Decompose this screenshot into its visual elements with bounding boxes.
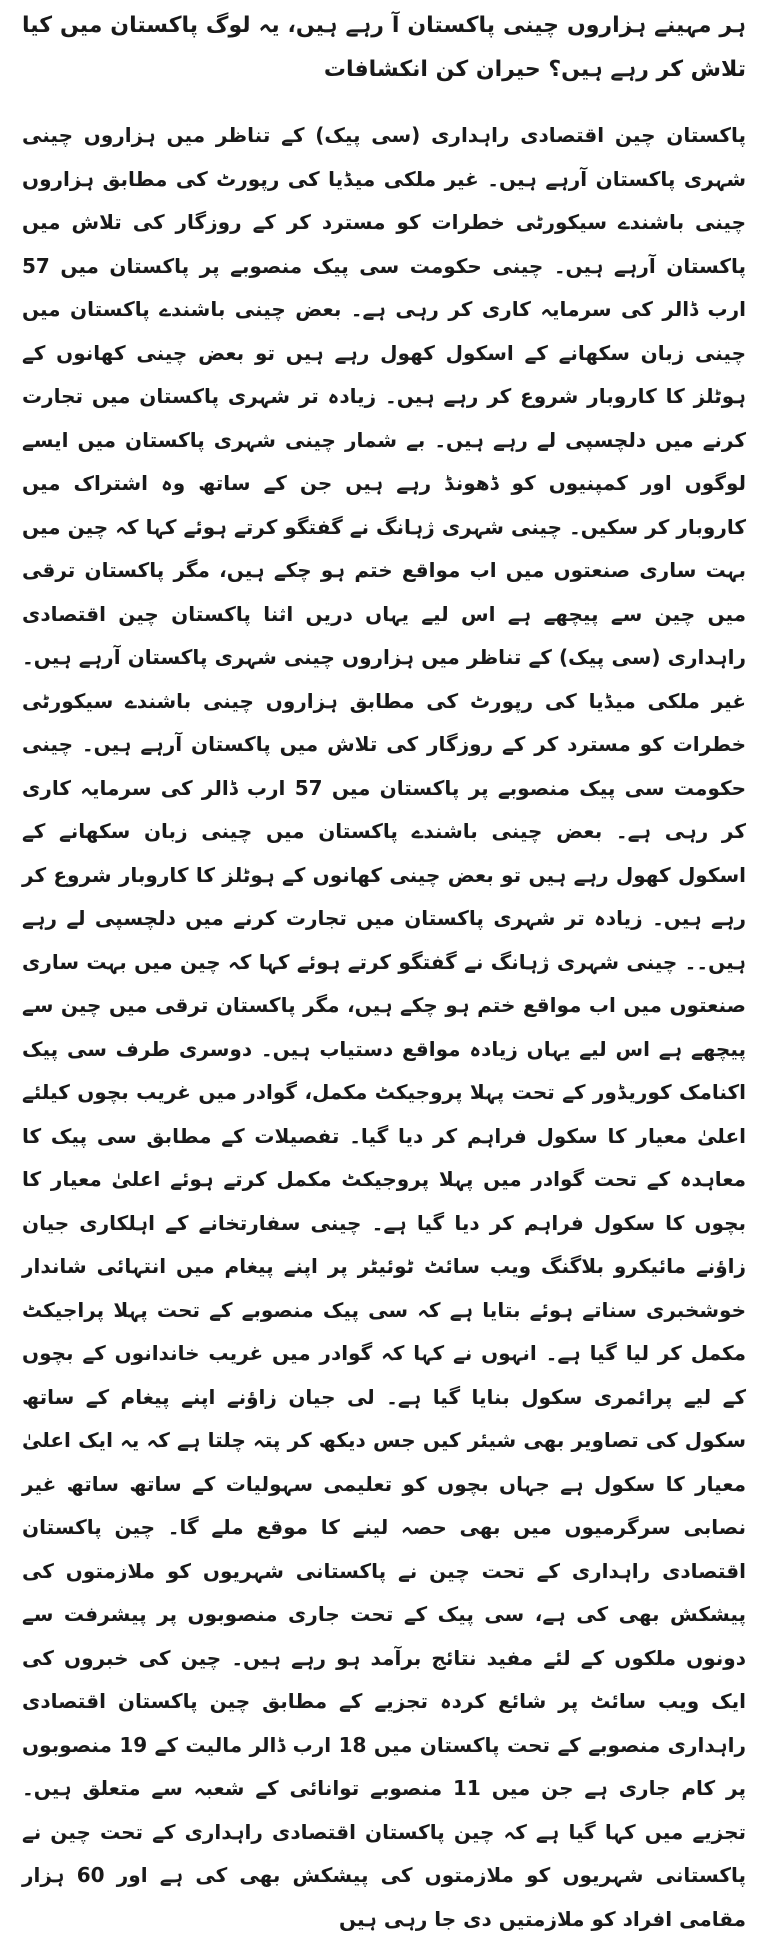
news-article xyxy=(22,4,746,1941)
article-body: پاکستان چین اقتصادی راہداری (سی پیک) کے تناظر میں ہزاروں چینی شہری پاکستان آرہے ہیں۔ غیر ملکی میڈیا کی رپورٹ کی مطابق ہزاروں چینی باشندے سیکورٹی خطرات کو مسترد کر کے روزگار کی تلاش میں پاکستان آرہے ہیں۔ چینی حکومت سی پیک منصوبے پر پاکستان میں 57 ارب ڈالر کی سرمایہ کاری کر رہی ہے۔ بعض چینی باشندے پاکستان میں چینی زبان سکھانے کے اسکول کھول رہے ہیں تو بعض چینی کھانوں کے ہوٹلز کا کاروبار شروع کر رہے ہیں۔ زیادہ تر شہری پاکستان میں تجارت کرنے میں دلچسپی لے رہے ہیں۔ بے شمار چینی شہری پاکستان میں ایسے لوگوں اور کمپنیوں کو ڈھونڈ رہے ہیں جن کے ساتھ وہ اشتراک میں کاروبار کر سکیں۔ چینی شہری ژہانگ نے گفتگو کرتے ہوئے کہا کہ چین میں بہت ساری صنعتوں میں اب مواقع ختم ہو چکے ہیں، مگر پاکستان ترقی میں چین سے پیچھے ہے اس لیے یہاں دریں اثنا پاکستان چین اقتصادی راہداری (سی پیک) کے تناظر میں ہزاروں چینی شہری پاکستان آرہے ہیں۔ غیر ملکی میڈیا کی رپورٹ کی مطابق ہزاروں چینی باشندے سیکورٹی خطرات کو مسترد کر کے روزگار کی تلاش میں پاکستان آرہے ہیں۔ چینی حکومت سی پیک منصوبے پر پاکستان میں 57 ارب ڈالر کی سرمایہ کاری کر رہی ہے۔ بعض چینی باشندے پاکستان میں چینی زبان سکھانے کے اسکول کھول رہے ہیں تو بعض چینی کھانوں کے ہوٹلز کا کاروبار شروع کر رہے ہیں۔ زیادہ تر شہری پاکستان میں تجارت کرنے میں دلچسپی لے رہے ہیں۔۔ چینی شہری ژہانگ نے گفتگو کرتے ہوئے کہا کہ چین میں بہت ساری صنعتوں میں اب مواقع ختم ہو چکے ہیں، مگر پاکستان ترقی میں چین سے پیچھے ہے اس لیے یہاں زیادہ مواقع دستیاب ہیں۔ دوسری طرف سی پیک اکنامک کوریڈور کے تحت پہلا پروجیکٹ مکمل، گوادر میں غریب بچوں کیلئے اعلیٰ معیار کا سکول فراہم کر دیا گیا۔ تفصیلات کے مطابق سی پیک کا معاہدہ کے تحت گوادر میں پہلا پروجیکٹ مکمل کرتے ہوئے اعلیٰ معیار کا بچوں کا سکول فراہم کر دیا گیا ہے۔ چینی سفارتخانے کے اہلکاری جیان زاؤنے مائیکرو بلاگنگ ویب سائٹ ٹوئیٹر پر اپنے پیغام میں انتہائی شاندار خوشخبری سناتے ہوئے بتایا ہے کہ سی پیک منصوبے کے تحت پہلا پراجیکٹ مکمل کر لیا گیا ہے۔ انہوں نے کہا کہ گوادر میں غریب خاندانوں کے بچوں کے لیے پرائمری سکول بنایا گیا ہے۔ لی جیان زاؤنے اپنے پیغام کے ساتھ سکول کی تصاویر بھی شیئر کیں جس دیکھ کر پتہ چلتا ہے کہ یہ ایک اعلیٰ معیار کا سکول ہے جہاں بچوں کو تعلیمی سہولیات کے ساتھ ساتھ غیر نصابی سرگرمیوں میں بھی حصہ لینے کا موقع ملے گا۔ چین پاکستان اقتصادی راہداری کے تحت چین نے پاکستانی شہریوں کو ملازمتوں کی پیشکش بھی کی ہے، سی پیک کے تحت جاری منصوبوں پر پیشرفت سے دونوں ملکوں کے لئے مفید نتائج برآمد ہو رہے ہیں۔ چین کی خبروں کی ایک ویب سائٹ پر شائع کردہ تجزیے کے مطابق چین پاکستان اقتصادی راہداری منصوبے کے تحت پاکستان میں 18 ارب ڈالر مالیت کے 19 منصوبوں پر کام جاری ہے جن میں 11 منصوبے توانائی کے شعبہ سے متعلق ہیں۔ تجزیے میں کہا گیا ہے کہ چین پاکستان اقتصادی راہداری کے تحت چین نے پاکستانی شہریوں کو ملازمتوں کی پیشکش بھی کی ہے اور 60 ہزار مقامی افراد کو ملازمتیں دی جا رہی ہیں xyxy=(22,123,747,1931)
article-headline: ہر مہینے ہزاروں چینی پاکستان آ رہے ہیں، یہ لوگ پاکستان میں کیا تلاش کر رہے ہیں؟ حیران کن انکشافات xyxy=(22,13,746,82)
